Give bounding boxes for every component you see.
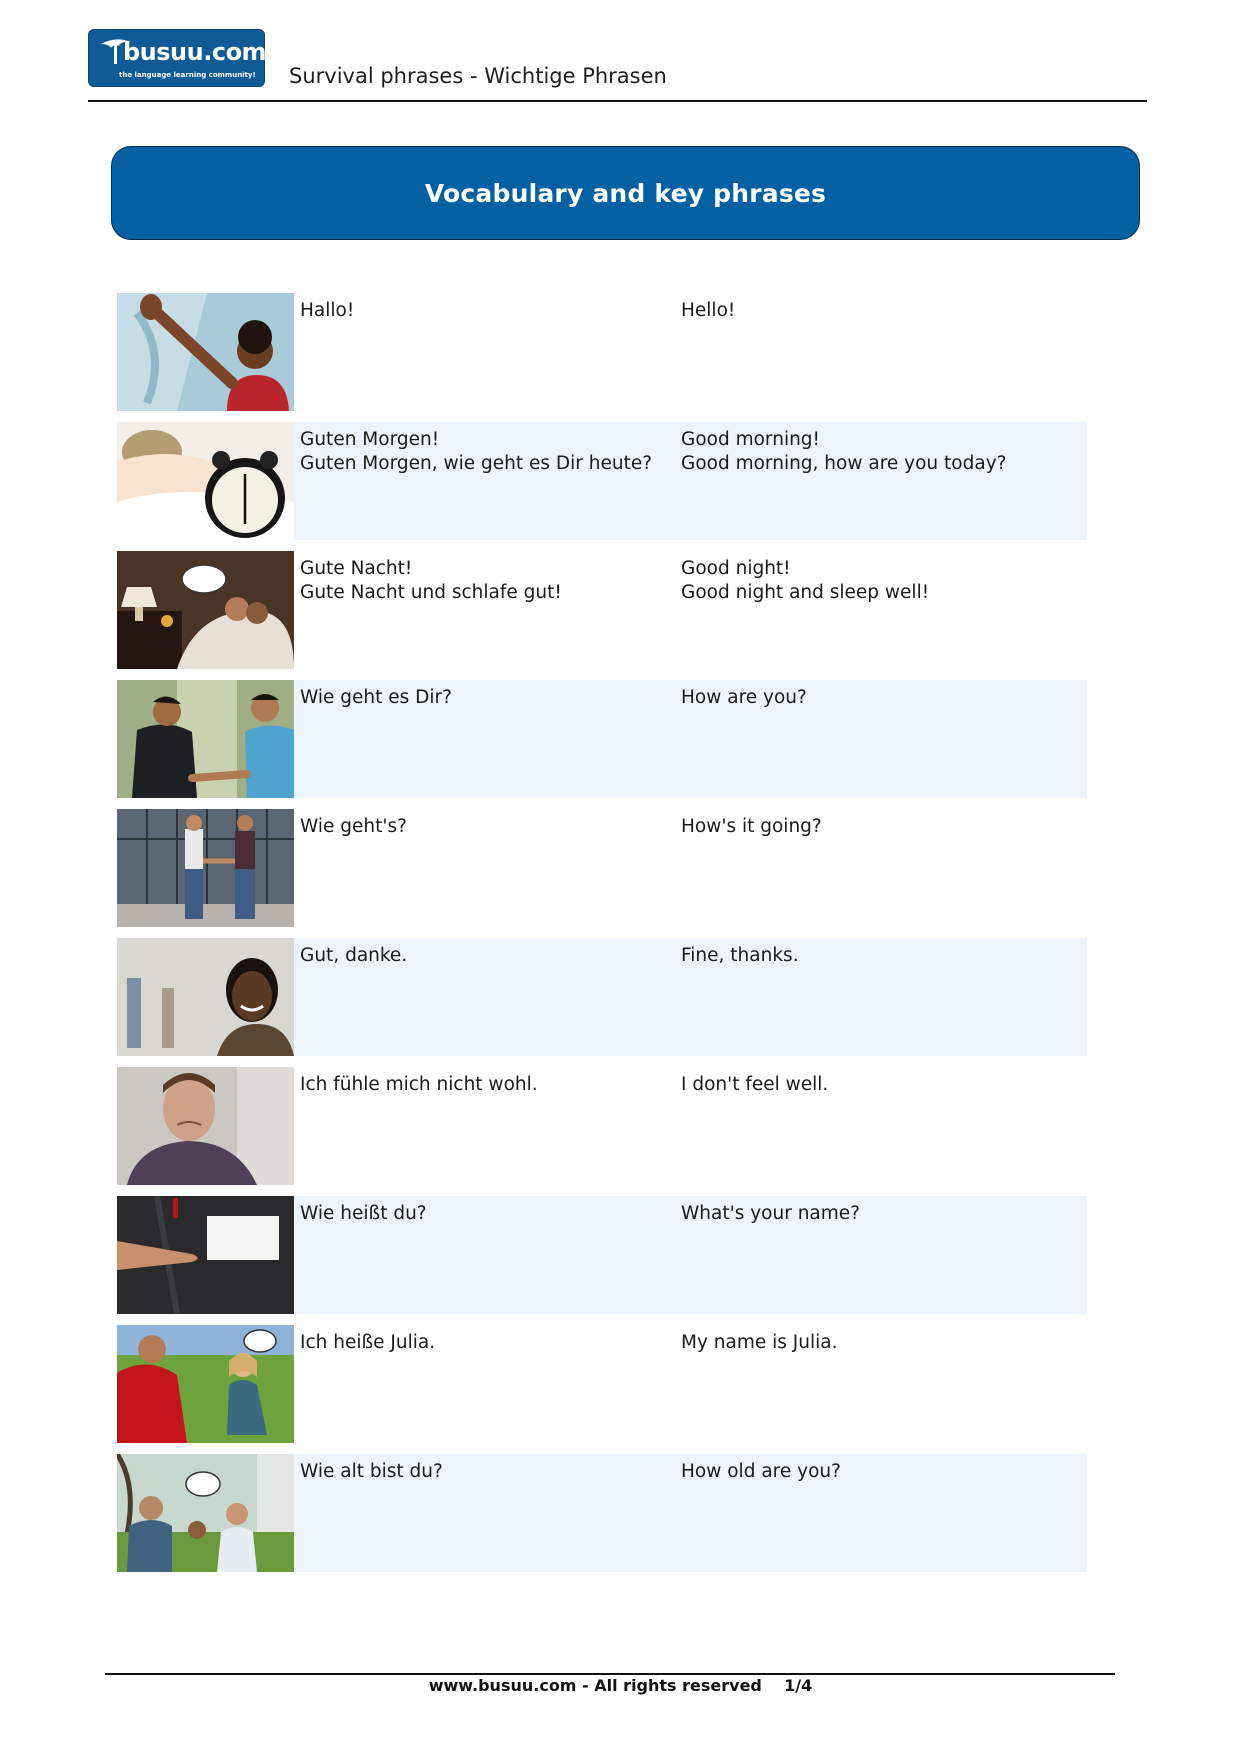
english-translation [681, 1331, 1081, 1355]
german-line: Wie heißt du? [300, 1203, 427, 1224]
german-line: Guten Morgen, wie geht es Dir heute? [300, 453, 653, 474]
logo-wordmark: busuu.com [123, 38, 267, 66]
german-phrase [300, 815, 680, 839]
vocab-row [117, 1067, 1087, 1185]
vocab-row [117, 293, 1087, 411]
german-phrase [300, 557, 680, 605]
vocabulary-list [117, 293, 1087, 1583]
english-line: What's your name? [681, 1203, 860, 1224]
vocab-row [117, 938, 1087, 1056]
footer [0, 1676, 1241, 1695]
alarm-clock-sleeping-photo [117, 422, 294, 540]
english-translation [681, 1202, 1081, 1226]
waving-man-photo [117, 293, 294, 411]
section-title: Vocabulary and key phrases [424, 178, 827, 208]
german-line: Gute Nacht und schlafe gut! [300, 582, 562, 603]
vocab-row [117, 1454, 1087, 1572]
english-line: How old are you? [681, 1461, 841, 1482]
section-banner [111, 146, 1140, 240]
english-line: Good night and sleep well! [681, 582, 930, 603]
footer-divider [105, 1673, 1115, 1675]
busuu-logo [88, 29, 265, 87]
german-phrase [300, 1202, 680, 1226]
english-translation [681, 428, 1081, 476]
german-line: Guten Morgen! [300, 429, 440, 450]
vocab-row [117, 1196, 1087, 1314]
english-line: My name is Julia. [681, 1332, 838, 1353]
english-translation [681, 557, 1081, 605]
vocab-row [117, 680, 1087, 798]
handshake-building-photo [117, 809, 294, 927]
german-phrase [300, 944, 680, 968]
german-line: Ich heiße Julia. [300, 1332, 436, 1353]
logo-tagline: the language learning community! [119, 71, 256, 79]
german-phrase [300, 1331, 680, 1355]
english-translation [681, 299, 1081, 323]
english-line: Good morning, how are you today? [681, 453, 1007, 474]
bedtime-couple-photo [117, 551, 294, 669]
unwell-man-photo [117, 1067, 294, 1185]
german-line: Gut, danke. [300, 945, 408, 966]
german-line: Hallo! [300, 300, 355, 321]
german-line: Gute Nacht! [300, 558, 413, 579]
vocab-row [117, 1325, 1087, 1443]
vocab-row [117, 809, 1087, 927]
group-in-park-photo [117, 1454, 294, 1572]
german-phrase [300, 1460, 680, 1484]
english-translation [681, 686, 1081, 710]
page-number: 1/4 [784, 1676, 813, 1695]
document-title: Survival phrases - Wichtige Phrasen [289, 64, 667, 88]
german-line: Wie geht's? [300, 816, 407, 837]
english-line: Good morning! [681, 429, 820, 450]
handshake-outdoors-photo [117, 680, 294, 798]
german-phrase [300, 1073, 680, 1097]
vocab-row [117, 422, 1087, 540]
english-translation [681, 815, 1081, 839]
german-line: Wie alt bist du? [300, 1461, 443, 1482]
english-line: How's it going? [681, 816, 822, 837]
smiling-woman-photo [117, 938, 294, 1056]
english-line: Hello! [681, 300, 736, 321]
header-divider [88, 100, 1147, 102]
vocab-row [117, 551, 1087, 669]
english-line: Good night! [681, 558, 791, 579]
german-line: Wie geht es Dir? [300, 687, 452, 708]
german-phrase [300, 299, 680, 323]
couple-on-grass-photo [117, 1325, 294, 1443]
english-line: I don't feel well. [681, 1074, 829, 1095]
english-translation [681, 1460, 1081, 1484]
german-line: Ich fühle mich nicht wohl. [300, 1074, 538, 1095]
english-line: How are you? [681, 687, 807, 708]
english-translation [681, 1073, 1081, 1097]
name-tag-photo [117, 1196, 294, 1314]
german-phrase [300, 428, 680, 476]
english-translation [681, 944, 1081, 968]
footer-copyright: www.busuu.com - All rights reserved [428, 1676, 762, 1695]
english-line: Fine, thanks. [681, 945, 799, 966]
german-phrase [300, 686, 680, 710]
